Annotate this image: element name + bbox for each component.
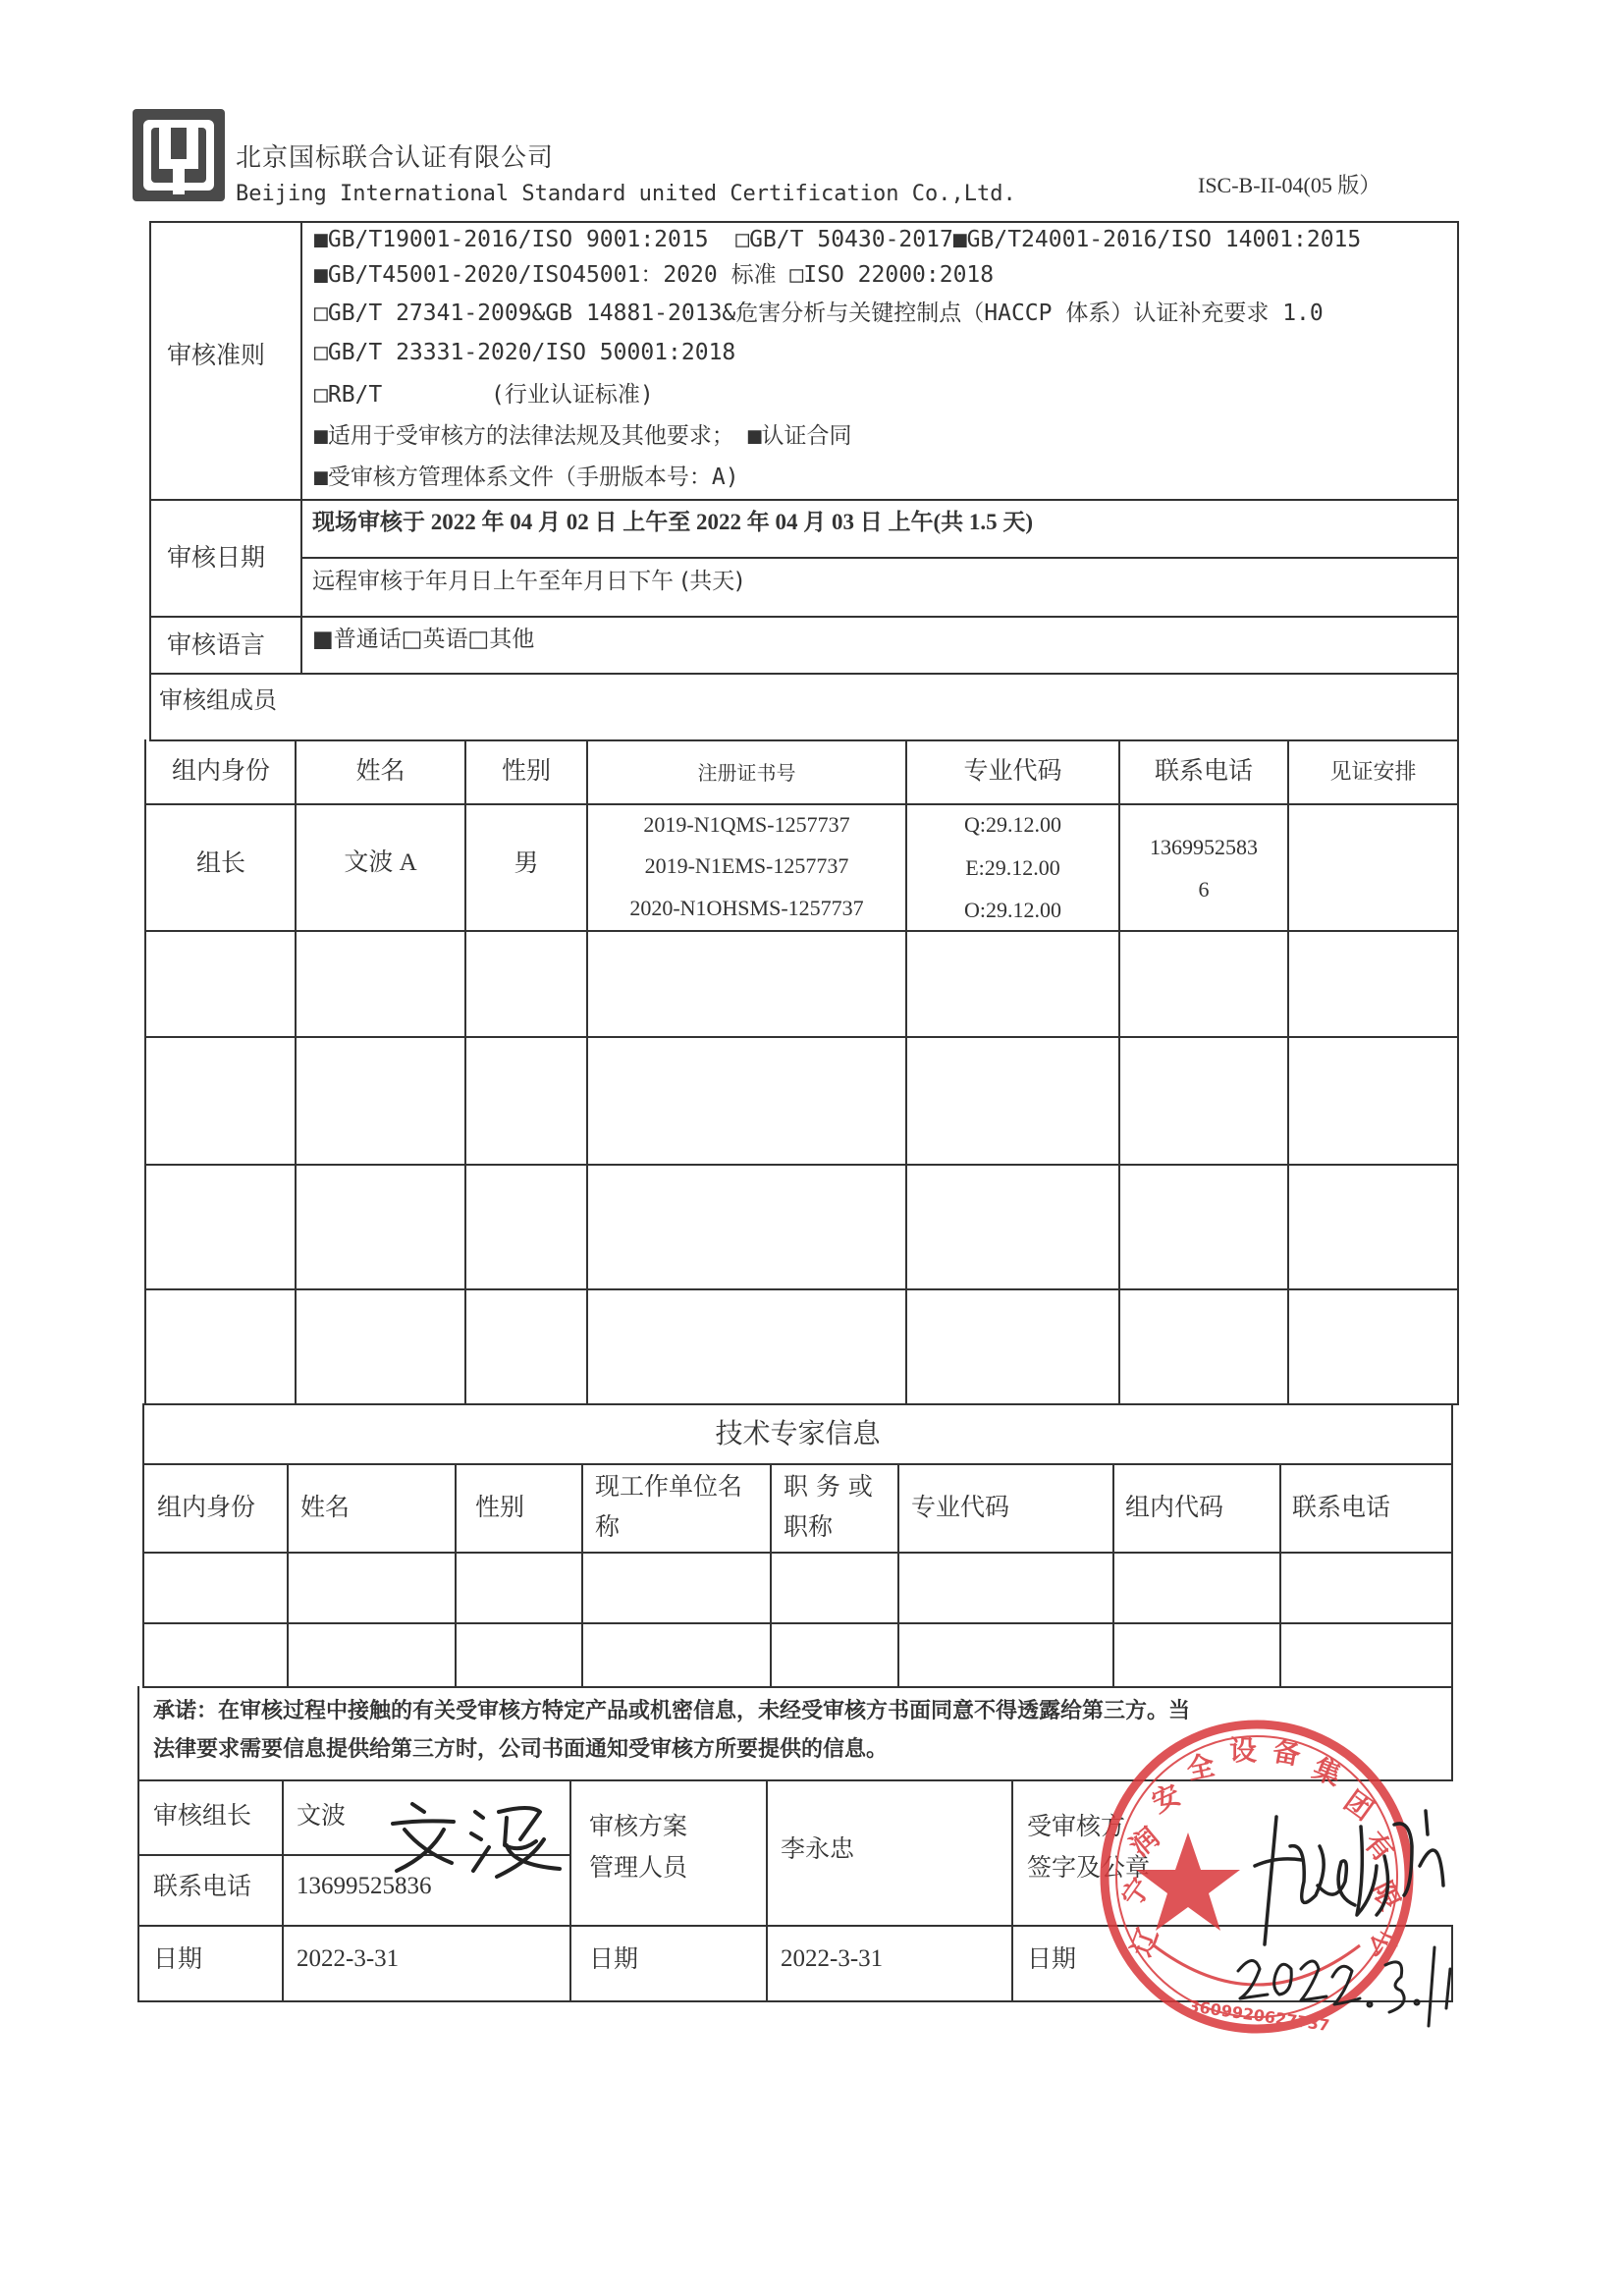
leader-sign-name: 文波 — [297, 1801, 347, 1830]
onsite-audit-date: 现场审核于 2022 年 04 月 02 日 上午至 2022 年 04 月 03 日 上午(共 1.5 天) — [312, 510, 1034, 534]
team-header-cert: 注册证书号 — [697, 761, 796, 785]
leader-cert-3: 2020-N1OHSMS-1257737 — [629, 896, 864, 920]
pledge-line-1: 承诺：在审核过程中接触的有关受审核方特定产品或机密信息，未经受审核方书面同意不得透露给第三方。当 — [153, 1699, 1191, 1723]
svg-text:3609920627737: 3609920627737 — [1187, 1996, 1331, 2036]
expert-header-code: 专业代码 — [911, 1493, 1010, 1521]
criteria-line-3: □GB/T 27341-2009&GB 14881-2013&危害分析与关键控制点（HACCP 体系）认证补充要求 1.0 — [314, 301, 1324, 326]
svg-text:限: 限 — [1365, 1876, 1407, 1916]
criteria-line-4: □GB/T 23331-2020/ISO 50001:2018 — [314, 340, 736, 365]
form-code: ISC-B-II-04(05 版） — [1198, 173, 1381, 197]
team-header-gender: 性别 — [501, 756, 551, 785]
leader-name: 文波 A — [344, 849, 417, 876]
leader-gender: 男 — [514, 848, 539, 877]
team-header-role: 组内身份 — [171, 756, 270, 785]
leader-role: 组长 — [195, 848, 245, 877]
svg-text:宁: 宁 — [1114, 1872, 1158, 1914]
manager-label-line1: 审核方案 — [589, 1812, 688, 1840]
expert-header-unit-1: 现工作单位名 — [595, 1472, 743, 1501]
pledge-line-2: 法律要求需要信息提供给第三方时，公司书面通知受审核方所要提供的信息。 — [153, 1737, 889, 1762]
remote-audit-date: 远程审核于年月日上午至年月日下午 (共天) — [312, 569, 744, 594]
leader-code-2: E:29.12.00 — [965, 855, 1060, 880]
manager-name: 李永忠 — [781, 1834, 855, 1863]
svg-text:设: 设 — [1229, 1734, 1258, 1767]
expert-header-position-2: 职称 — [784, 1512, 834, 1541]
expert-header-role: 组内身份 — [157, 1493, 256, 1521]
manager-label-line2: 管理人员 — [589, 1853, 688, 1882]
auditee-label-line2: 签字及公章 — [1027, 1853, 1151, 1882]
leader-sign-label: 审核组长 — [153, 1801, 252, 1830]
date-value-1: 2022-3-31 — [297, 1945, 400, 1972]
svg-text:集: 集 — [1308, 1751, 1346, 1792]
leader-phone-line2: 6 — [1198, 877, 1210, 902]
svg-text:安: 安 — [1147, 1777, 1186, 1820]
criteria-line-5: □RB/T (行业认证标准) — [314, 382, 654, 408]
audit-language-value: ■普通话□英语□其他 — [312, 627, 535, 652]
company-name-en: Beijing International Standard united Certification Co.,Ltd. — [236, 182, 1016, 206]
leader-code-1: Q:29.12.00 — [964, 812, 1061, 837]
auditee-handwritten-date — [1232, 1940, 1468, 2033]
team-header-phone: 联系电话 — [1154, 756, 1253, 785]
svg-text:有: 有 — [1357, 1826, 1400, 1868]
date-label-1: 日期 — [153, 1944, 203, 1973]
svg-text:润: 润 — [1123, 1821, 1165, 1864]
svg-text:辽: 辽 — [1124, 1923, 1165, 1961]
phone-value: 13699525836 — [297, 1873, 432, 1899]
expert-header-phone: 联系电话 — [1292, 1493, 1391, 1521]
audit-language-label: 审核语言 — [167, 630, 266, 659]
leader-handwritten-signature — [383, 1782, 579, 1881]
expert-header-unit-2: 称 — [595, 1512, 621, 1541]
auditee-label-line1: 受审核方 — [1027, 1812, 1126, 1840]
experts-title: 技术专家信息 — [715, 1417, 881, 1449]
svg-text:公: 公 — [1365, 1927, 1403, 1961]
team-header-name: 姓名 — [355, 756, 406, 785]
criteria-line-6: ■适用于受审核方的法律法规及其他要求； ■认证合同 — [314, 423, 852, 449]
svg-text:团: 团 — [1337, 1783, 1380, 1828]
svg-text:备: 备 — [1270, 1734, 1304, 1772]
team-header-code: 专业代码 — [963, 756, 1062, 785]
leader-code-3: O:29.12.00 — [964, 898, 1061, 922]
criteria-line-7: ■受审核方管理体系文件（手册版本号：A) — [314, 465, 739, 490]
company-logo — [130, 106, 228, 204]
svg-text:全: 全 — [1183, 1748, 1217, 1786]
leader-phone-line1: 1369952583 — [1150, 835, 1258, 859]
company-name-cn: 北京国标联合认证有限公司 — [236, 143, 555, 173]
expert-header-position-1: 职 务 或 — [784, 1472, 873, 1501]
date-label-2: 日期 — [589, 1944, 639, 1973]
date-label-3: 日期 — [1027, 1944, 1077, 1973]
expert-header-gender: 性别 — [475, 1493, 525, 1521]
team-label: 审核组成员 — [159, 686, 277, 714]
auditee-handwritten-signature — [1247, 1787, 1463, 1954]
leader-cert-2: 2019-N1EMS-1257737 — [644, 853, 849, 878]
criteria-label: 审核准则 — [167, 341, 266, 369]
date-value-2: 2022-3-31 — [781, 1945, 884, 1972]
criteria-line-1: ■GB/T19001-2016/ISO 9001:2015 □GB/T 50430-2017■GB/T24001-2016/ISO 14001:2015 — [314, 227, 1362, 252]
expert-header-name: 姓名 — [300, 1493, 351, 1521]
expert-header-group-code: 组内代码 — [1125, 1493, 1224, 1521]
team-header-witness: 见证安排 — [1329, 760, 1417, 785]
audit-date-label: 审核日期 — [167, 543, 266, 572]
phone-label: 联系电话 — [153, 1872, 252, 1900]
leader-cert-1: 2019-N1QMS-1257737 — [643, 812, 850, 837]
criteria-line-2: ■GB/T45001-2020/ISO45001：2020 标准 □ISO 22000:2018 — [314, 262, 995, 288]
